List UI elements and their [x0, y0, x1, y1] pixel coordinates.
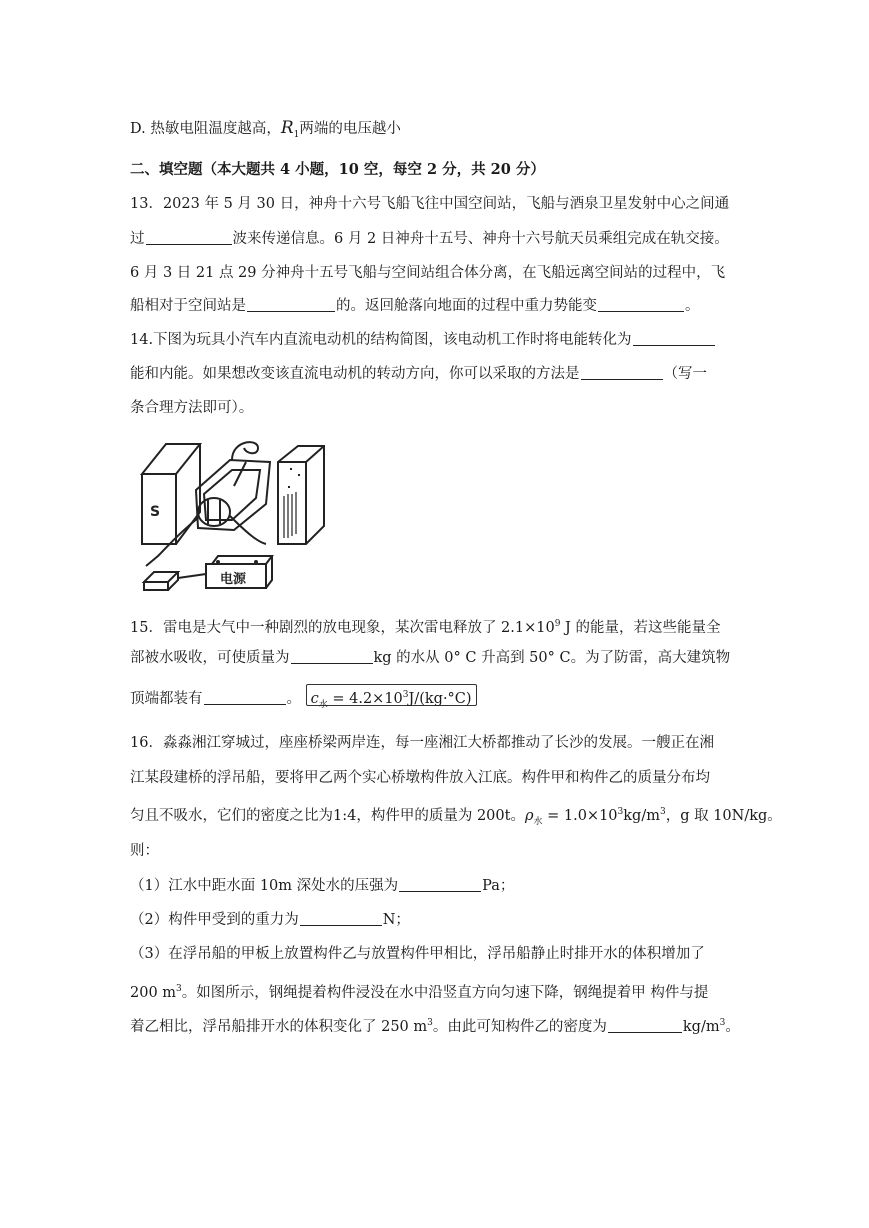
- q16-text: 匀且不吸水，它们的密度之比为1:4，构件甲的质量为 200t。: [130, 808, 525, 824]
- q13-line3: 6 月 3 日 21 点 29 分神舟十五号飞船与空间站组合体分离，在飞船远离空间站的过程中，飞: [130, 265, 726, 281]
- formula-var: c: [310, 691, 319, 707]
- resistor-sub: 1: [293, 130, 300, 140]
- q16-sub2: [130, 910, 410, 930]
- q16-line4: 则：: [130, 843, 159, 859]
- q16-text: kg/m: [682, 1019, 720, 1035]
- q16-text: 200 m: [130, 985, 177, 1001]
- q16-text: N；: [382, 912, 410, 928]
- q15-text: 顶端都装有: [130, 691, 203, 707]
- q13-blank-2[interactable]: [247, 297, 335, 312]
- q14-blank-2[interactable]: [581, 365, 663, 380]
- q16-blank-2[interactable]: [300, 911, 382, 926]
- q14-text: （写一: [663, 366, 707, 382]
- q14-blank-1[interactable]: [633, 331, 715, 346]
- q16-blank-1[interactable]: [399, 877, 481, 892]
- q16-sub3-line2: [130, 979, 708, 1003]
- dc-motor-figure: [138, 434, 326, 594]
- q13-text: 波来传递信息。6 月 2 日神舟十五号、神舟十六号航天员乘组完成在轨交接。: [232, 231, 729, 247]
- resistor-var: R: [280, 118, 294, 138]
- q16-text: 。如图所示，钢绳提着构件浸没在水中沿竖直方向匀速下降，钢绳提着甲 构件与提: [181, 985, 709, 1001]
- q13-text: 船相对于空间站是: [130, 298, 246, 314]
- q13-line1: 13．2023 年 5 月 30 日，神舟十六号飞船飞往中国空间站，飞船与酒泉卫星发射中心之间通: [130, 196, 730, 212]
- formula-unit: J/(kg·°C): [408, 691, 472, 707]
- q15-line1: [130, 614, 720, 638]
- q15-line2: [130, 648, 730, 668]
- rho-sub: 水: [533, 817, 543, 827]
- q13-line4: [130, 296, 700, 316]
- q15-blank-1[interactable]: [291, 649, 373, 664]
- q15-text: 。: [286, 691, 301, 707]
- q16-sub1: [130, 876, 514, 896]
- specific-heat-formula: [306, 684, 477, 710]
- q15-text: 部被水吸收，可使质量为: [130, 650, 290, 666]
- q12-option-d: [130, 118, 401, 145]
- q16-text: ，g 取 10N/kg。: [665, 808, 782, 824]
- option-d-suffix: 两端的电压越小: [299, 121, 401, 137]
- q16-exp: 3: [617, 807, 624, 817]
- motor-diagram: [138, 434, 326, 594]
- q14-text: 能和内能。如果想改变该直流电动机的转动方向，你可以采取的方法是: [130, 366, 580, 382]
- q14-line2: [130, 364, 707, 384]
- q16-text: kg/m: [623, 808, 660, 824]
- q16-exp: 3: [176, 984, 182, 994]
- q16-line1: 16．淼淼湘江穿城过，座座桥梁两岸连，每一座湘江大桥都推动了长沙的发展。一艘正在湘: [130, 735, 714, 751]
- q16-text: 。: [725, 1019, 740, 1035]
- q14-line3: 条合理方法即可）。: [130, 400, 254, 416]
- formula-exp: 3: [402, 690, 409, 700]
- q16-text: （2）构件甲受到的重力为: [130, 912, 299, 928]
- option-d-text: D. 热敏电阻温度越高，: [130, 121, 281, 137]
- q15-text: 15．雷电是大气中一种剧烈的放电现象，某次雷电释放了 2.1×10: [130, 620, 555, 636]
- q16-line3: [130, 802, 782, 832]
- q16-exp: 3: [719, 1018, 726, 1028]
- q13-line2: [130, 229, 729, 249]
- q16-blank-3[interactable]: [608, 1018, 682, 1033]
- q16-exp: 3: [659, 807, 666, 817]
- q16-text: Pa；: [482, 878, 515, 894]
- q13-blank-3[interactable]: [598, 297, 684, 312]
- formula-value: = 4.2×10: [327, 691, 403, 707]
- q15-blank-2[interactable]: [204, 690, 286, 705]
- section-heading: 二、填空题（本大题共 4 小题，10 空，每空 2 分，共 20 分）: [130, 161, 545, 178]
- q15-exp: 9: [554, 619, 561, 629]
- q13-text: 过: [130, 231, 145, 247]
- q13-blank-1[interactable]: [146, 230, 232, 245]
- q16-text: 着乙相比，浮吊船排开水的体积变化了 250 m: [130, 1019, 428, 1035]
- q13-text: 的。返回舱落向地面的过程中重力势能变: [336, 298, 597, 314]
- magnet-s-label: S: [150, 504, 161, 520]
- q14-line1: [130, 330, 716, 350]
- q16-sub3-line1: （3）在浮吊船的甲板上放置构件乙与放置构件甲相比，浮吊船静止时排开水的体积增加了: [130, 946, 705, 962]
- rho-symbol: ρ: [524, 808, 534, 824]
- q16-exp: 3: [427, 1018, 433, 1028]
- power-label: 电源: [220, 572, 247, 587]
- q15-text: J 的能量，若这些能量全: [560, 620, 721, 636]
- q16-text: 。由此可知构件乙的密度为: [432, 1019, 607, 1035]
- q16-sub3-line3: [130, 1013, 740, 1037]
- q14-text: 14.下图为玩具小汽车内直流电动机的结构简图，该电动机工作时将电能转化为: [130, 332, 632, 348]
- q13-text: 。: [685, 298, 700, 314]
- q16-line2: 江某段建桥的浮吊船，要将甲乙两个实心桥墩构件放入江底。构件甲和构件乙的质量分布均: [130, 770, 710, 786]
- q15-line3: [130, 684, 477, 709]
- q15-text: kg 的水从 0° C 升高到 50° C。为了防雷，高大建筑物: [373, 650, 731, 666]
- formula-sub: 水: [318, 700, 328, 710]
- q16-text: = 1.0×10: [542, 808, 618, 824]
- q16-text: （1）江水中距水面 10m 深处水的压强为: [130, 878, 399, 894]
